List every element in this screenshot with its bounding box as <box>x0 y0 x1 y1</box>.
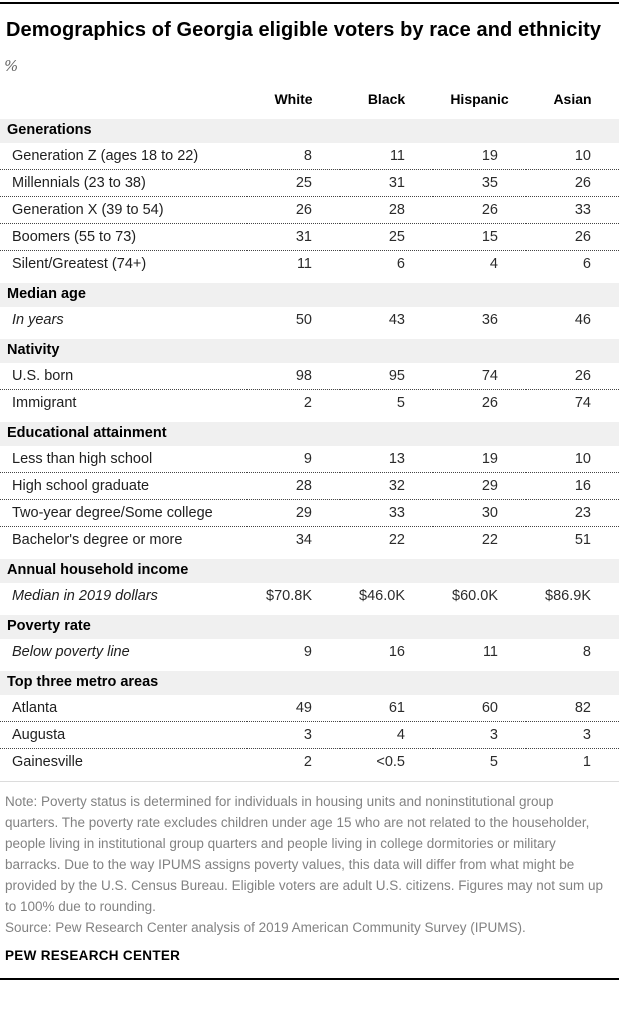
value-cell: 3 <box>433 722 526 749</box>
row-label: Two-year degree/Some college <box>0 500 247 527</box>
value-cell: 5 <box>433 749 526 776</box>
demographics-table <box>0 91 619 775</box>
value-cell: 26 <box>433 390 526 420</box>
table-row <box>0 224 619 251</box>
value-cell: 11 <box>482 644 498 660</box>
value-cell: 5 <box>340 390 433 420</box>
table-section <box>0 668 619 775</box>
bottom-rule <box>0 978 619 980</box>
table-section <box>0 116 619 280</box>
value-cell: $70.8K <box>266 588 312 604</box>
row-label: Millennials (23 to 38) <box>0 170 247 197</box>
table-row <box>0 749 619 776</box>
value-cell: 19 <box>481 451 498 467</box>
value-cell: 15 <box>433 224 526 251</box>
brand-label: PEW RESEARCH CENTER <box>5 948 181 963</box>
table-section <box>0 556 619 612</box>
table-section <box>0 612 619 668</box>
value-cell: 3 <box>526 722 619 749</box>
table-row <box>0 363 619 390</box>
row-label: Median in 2019 dollars <box>12 588 158 604</box>
table-row <box>0 197 619 224</box>
table-row <box>0 170 619 197</box>
row-label-column-header <box>0 91 247 116</box>
value-cell: 46 <box>574 312 591 328</box>
table-section <box>0 419 619 556</box>
row-label: Less than high school <box>12 451 153 467</box>
row-label: Immigrant <box>0 390 247 420</box>
row-label: Silent/Greatest (74+) <box>0 251 247 281</box>
column-header: Asian <box>553 91 592 107</box>
value-cell: 26 <box>247 197 340 224</box>
top-rule <box>0 2 619 4</box>
value-cell: 74 <box>526 390 619 420</box>
table-row <box>0 500 619 527</box>
row-label: In years <box>12 312 64 328</box>
table-section <box>0 280 619 336</box>
row-label: Augusta <box>0 722 247 749</box>
table-row <box>0 527 619 557</box>
value-cell: $46.0K <box>359 588 405 604</box>
table-row <box>0 583 619 612</box>
value-cell: 9 <box>303 451 312 467</box>
value-cell: 25 <box>247 170 340 197</box>
value-cell: 26 <box>574 368 591 384</box>
table-row <box>0 639 619 668</box>
value-cell: 32 <box>340 473 433 500</box>
source-text: Source: Pew Research Center analysis of 2019 American Community Survey (IPUMS). <box>5 920 526 935</box>
value-cell: 11 <box>389 148 405 164</box>
value-cell: 4 <box>340 722 433 749</box>
value-cell: 31 <box>247 224 340 251</box>
value-cell: 31 <box>340 170 433 197</box>
value-cell: 35 <box>433 170 526 197</box>
section-header: Annual household income <box>0 556 619 583</box>
value-cell: 60 <box>481 700 498 716</box>
value-cell: 95 <box>388 368 405 384</box>
value-cell: 4 <box>433 251 526 281</box>
section-header: Generations <box>0 116 619 143</box>
value-cell: 33 <box>526 197 619 224</box>
section-header-row <box>0 556 619 583</box>
table-row <box>0 390 619 420</box>
value-cell: 16 <box>388 644 405 660</box>
value-cell: 10 <box>574 451 591 467</box>
value-cell: 9 <box>303 644 312 660</box>
page-title: Demographics of Georgia eligible voters by race and ethnicity <box>6 19 602 41</box>
section-header: Median age <box>0 280 619 307</box>
value-cell: 23 <box>526 500 619 527</box>
value-cell: 8 <box>582 644 591 660</box>
section-header-row <box>0 668 619 695</box>
value-cell: 26 <box>433 197 526 224</box>
value-cell: 1 <box>526 749 619 776</box>
value-cell: 8 <box>303 148 312 164</box>
value-cell: 49 <box>295 700 312 716</box>
value-cell: $60.0K <box>452 588 498 604</box>
section-header: Nativity <box>0 336 619 363</box>
row-label: Gainesville <box>0 749 247 776</box>
value-cell: $86.9K <box>545 588 591 604</box>
value-cell: 13 <box>388 451 405 467</box>
value-cell: 30 <box>433 500 526 527</box>
value-cell: 26 <box>526 224 619 251</box>
value-cell: 61 <box>388 700 405 716</box>
section-header: Top three metro areas <box>0 668 619 695</box>
row-label: Below poverty line <box>12 644 130 660</box>
value-cell: 34 <box>247 527 340 557</box>
section-header-row <box>0 280 619 307</box>
column-header: Black <box>367 91 406 107</box>
row-label: Generation X (39 to 54) <box>0 197 247 224</box>
section-header: Educational attainment <box>0 419 619 446</box>
note-text: Note: Poverty status is determined for individuals in housing units and noninstitutional group quarters. The poverty rate excludes children under age 15 who are not related to the householder, people living in institutional group quarters and people living in college dormitories or military barracks. Due to the way IPUMS assigns poverty values, this data will differ from what might be provided by the U.S. Census Bureau. Eligible voters are adult U.S. citizens. Figures may not sum up to 100% due to rounding. <box>5 794 604 914</box>
value-cell: 26 <box>526 170 619 197</box>
section-header-row <box>0 116 619 143</box>
row-label: Atlanta <box>12 700 58 716</box>
value-cell: 10 <box>574 148 591 164</box>
row-label: Generation Z (ages 18 to 22) <box>12 148 199 164</box>
value-cell: 19 <box>481 148 498 164</box>
section-header-row <box>0 336 619 363</box>
table-row <box>0 307 619 336</box>
value-cell: <0.5 <box>340 749 433 776</box>
table-note-separator <box>0 781 619 782</box>
value-cell: 29 <box>433 473 526 500</box>
value-cell: 36 <box>481 312 498 328</box>
table-row <box>0 143 619 170</box>
table-row <box>0 722 619 749</box>
value-cell: 6 <box>526 251 619 281</box>
value-cell: 22 <box>433 527 526 557</box>
section-header-row <box>0 612 619 639</box>
row-label: High school graduate <box>0 473 247 500</box>
row-label: U.S. born <box>12 368 74 384</box>
value-cell: 25 <box>340 224 433 251</box>
column-header: Hispanic <box>450 91 509 107</box>
table-row <box>0 473 619 500</box>
value-cell: 50 <box>295 312 312 328</box>
table-row <box>0 446 619 473</box>
value-cell: 2 <box>247 749 340 776</box>
column-header-row <box>0 91 619 116</box>
value-cell: 16 <box>526 473 619 500</box>
value-cell: 82 <box>574 700 591 716</box>
value-cell: 6 <box>340 251 433 281</box>
value-cell: 3 <box>247 722 340 749</box>
value-cell: 33 <box>340 500 433 527</box>
value-cell: 11 <box>247 251 340 281</box>
value-cell: 28 <box>247 473 340 500</box>
value-cell: 22 <box>340 527 433 557</box>
value-cell: 51 <box>526 527 619 557</box>
section-header: Poverty rate <box>0 612 619 639</box>
value-cell: 74 <box>481 368 498 384</box>
table-row <box>0 695 619 722</box>
unit-label: % <box>4 57 19 75</box>
column-header: White <box>274 91 313 107</box>
value-cell: 28 <box>340 197 433 224</box>
section-header-row <box>0 419 619 446</box>
value-cell: 98 <box>295 368 312 384</box>
table-row <box>0 251 619 281</box>
value-cell: 29 <box>247 500 340 527</box>
row-label: Boomers (55 to 73) <box>0 224 247 251</box>
value-cell: 43 <box>388 312 405 328</box>
value-cell: 2 <box>247 390 340 420</box>
table-section <box>0 336 619 419</box>
row-label: Bachelor's degree or more <box>0 527 247 557</box>
